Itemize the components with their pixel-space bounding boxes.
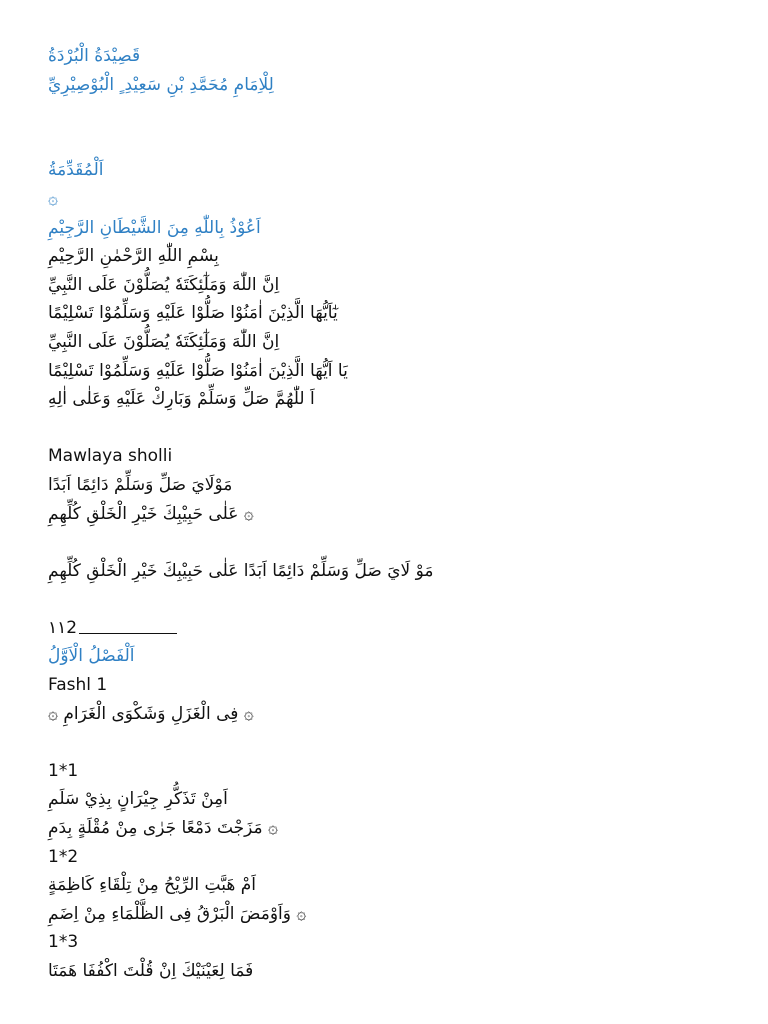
intro-heading: اَلْمُقَدِّمَةُ <box>48 160 104 181</box>
verse-line: ۞ وَاَوْمَضَ الْبَرْقُ فِى الظَّلْمَاءِ مِنْ اِضَمِ <box>48 903 307 924</box>
spacer <box>48 728 728 757</box>
taawwudh-line: اَعُوْذُ بِاللّٰهِ مِنَ الشَّيْطَانِ الرَّجِيْمِ <box>48 217 261 238</box>
poem-author: لِلْاِمَامِ مُحَمَّدِ بْنِ سَعِيْدِ ٍ الْبُوْصِيْرِيِّ <box>48 74 274 95</box>
footnote-marker: ١١2 <box>48 617 78 638</box>
verse-number: 1*2 <box>48 846 79 867</box>
intro-line: اِنَّ اللّٰهَ وَمَلٰٓئِكَتَهٗ يُصَلُّوْنَ عَلَى النَّبِيِّ <box>48 331 280 352</box>
verse-number: 1*1 <box>48 760 79 781</box>
chapter-subtitle: ۞ فِى الْغَزَلِ وَشَكْوَى الْغَرَامِ ۞ <box>48 703 254 724</box>
poem-title: قَصِيْدَةُ الْبُرْدَةُ <box>48 46 141 66</box>
intro-line: اِنَّ اللّٰهَ وَمَلٰٓئِكَتَهٗ يُصَلُّوْنَ عَلَى النَّبِيِّ <box>48 274 280 295</box>
verse-line: ۞ مَزَجْتَ دَمْعًا جَرٰى مِنْ مُقْلَةٍ بِدَمِ <box>48 818 278 839</box>
footnote-separator <box>48 614 728 643</box>
spacer <box>48 414 728 443</box>
spacer <box>48 528 728 557</box>
verse-number: 1*3 <box>48 932 79 953</box>
intro-line: بِسْمِ اللّٰهِ الرَّحْمٰنِ الرَّحِيْمِ <box>48 246 219 267</box>
verse-line: اَمْ هَبَّتِ الرِّيْحُ مِنْ تِلْقَاءِ كَاظِمَةٍ <box>48 875 256 896</box>
chapter-heading: اَلْفَصْلُ الْاَوَّلُ <box>48 646 135 667</box>
footnote-rule <box>79 633 177 634</box>
spacer <box>48 585 728 614</box>
mawlaya-label: Mawlaya sholli <box>48 446 173 467</box>
mawlaya-line: مَوْلَايَ صَلِّ وَسَلِّمْ دَائِمًا اَبَدًا <box>48 474 233 495</box>
mawlaya-line: ۞ عَلٰى حَبِيْبِكَ خَيْرِ الْخَلْقِ كُلِّهِمِ <box>48 503 254 524</box>
mawlaya-combined-line: مَوْ لَايَ صَلِّ وَسَلِّمْ دَائِمًا اَبَدًا عَلٰى حَبِيْبِكَ خَيْرِ الْخَلْقِ كُلِّهِمِ <box>48 560 434 581</box>
intro-line: اَ للّٰهُمَّ صَلِّ وَسَلِّمْ وَبَارِكْ عَلَيْهِ وَعَلٰى اٰلِهِ <box>48 389 315 410</box>
document-page <box>48 42 728 986</box>
verse-line: فَمَا لِعَيْنَيْكَ اِنْ قُلْتَ اكْفُفَا هَمَتَا <box>48 961 254 981</box>
ornament-icon: ۞ <box>48 188 58 209</box>
chapter-label: Fashl 1 <box>48 675 108 696</box>
spacer <box>48 128 728 157</box>
verse-line: اَمِنْ تَذَكُّرِ جِيْرَانٍ بِذِيْ سَلَمِ <box>48 789 228 810</box>
intro-line: يٰٓاَيُّهَا الَّذِيْنَ اٰمَنُوْا صَلُّوْا عَلَيْهِ وَسَلِّمُوْا تَسْلِيْمًا <box>48 303 338 324</box>
spacer <box>48 99 728 128</box>
intro-line: يَا اَيُّهَا الَّذِيْنَ اٰمَنُوْا صَلُّوْا عَلَيْهِ وَسَلِّمُوْا تَسْلِيْمًا <box>48 360 348 381</box>
